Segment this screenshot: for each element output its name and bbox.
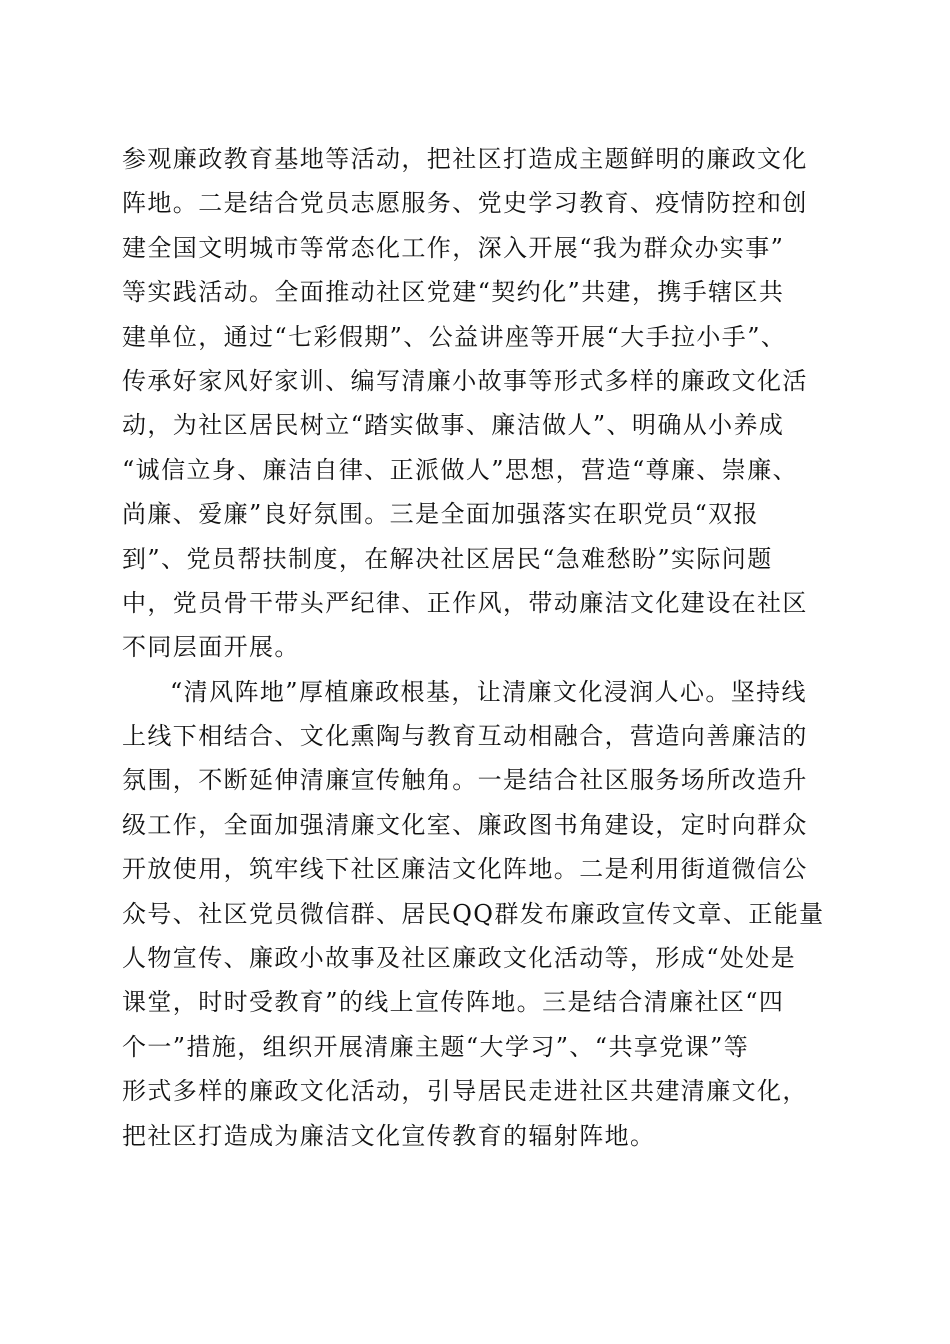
text-line: 人物宣传、廉政小故事及社区廉政文化活动等，形成“处处是 bbox=[122, 944, 797, 973]
text-line: 把社区打造成为廉洁文化宣传教育的辐射阵地。 bbox=[122, 1121, 656, 1150]
text-line: 等实践活动。全面推动社区党建“契约化”共建，携手辖区共 bbox=[122, 278, 785, 307]
text-line: 级工作，全面加强清廉文化室、廉政图书角建设，定时向群众 bbox=[122, 810, 808, 839]
text-line: 动，为社区居民树立“踏实做事、廉洁做人”、明确从小养成 bbox=[122, 411, 785, 440]
text-line: 开放使用，筑牢线下社区廉洁文化阵地。二是利用街道微信公 bbox=[122, 855, 808, 884]
text-line: 到”、党员帮扶制度，在解决社区居民“急难愁盼”实际问题 bbox=[122, 544, 773, 573]
text-line: 个一”措施，组织开展清廉主题“大学习”、“共享党课”等 bbox=[122, 1032, 750, 1061]
text-line: 尚廉、爱廉”良好氛围。三是全面加强落实在职党员“双报 bbox=[122, 500, 759, 529]
text-line: 传承好家风好家训、编写清廉小故事等形式多样的廉政文化活 bbox=[122, 366, 808, 395]
text-line: 参观廉政教育基地等活动，把社区打造成主题鲜明的廉政文化 bbox=[122, 145, 808, 173]
paragraph-qingfeng-position bbox=[122, 670, 842, 1158]
text-line: 众号、社区党员微信群、居民QQ群发布廉政宣传文章、正能量 bbox=[122, 899, 825, 928]
text-line: 阵地。二是结合党员志愿服务、党史学习教育、疫情防控和创 bbox=[122, 189, 808, 218]
document-body bbox=[122, 137, 842, 1158]
text-line: 不同层面开展。 bbox=[122, 633, 300, 662]
text-line: 建全国文明城市等常态化工作，深入开展“我为群众办实事” bbox=[122, 233, 785, 262]
text-line: 形式多样的廉政文化活动，引导居民走进社区共建清廉文化， bbox=[122, 1077, 808, 1106]
text-line: 上线下相结合、文化熏陶与教育互动相融合，营造向善廉洁的 bbox=[122, 722, 808, 751]
text-line: 建单位，通过“七彩假期”、公益讲座等开展“大手拉小手”、 bbox=[122, 322, 787, 351]
text-line: 课堂，时时受教育”的线上宣传阵地。三是结合清廉社区“四 bbox=[122, 988, 785, 1017]
paragraph-community-activities bbox=[122, 137, 842, 670]
paragraph-first-line: “清风阵地”厚植廉政根基，让清廉文化浸润人心。坚持线 bbox=[170, 677, 807, 706]
text-line: 氛围，不断延伸清廉宣传触角。一是结合社区服务场所改造升 bbox=[122, 766, 808, 795]
text-line: 中，党员骨干带头严纪律、正作风，带动廉洁文化建设在社区 bbox=[122, 588, 808, 617]
text-line: “诚信立身、廉洁自律、正派做人”思想，营造“尊廉、崇廉、 bbox=[122, 455, 799, 484]
